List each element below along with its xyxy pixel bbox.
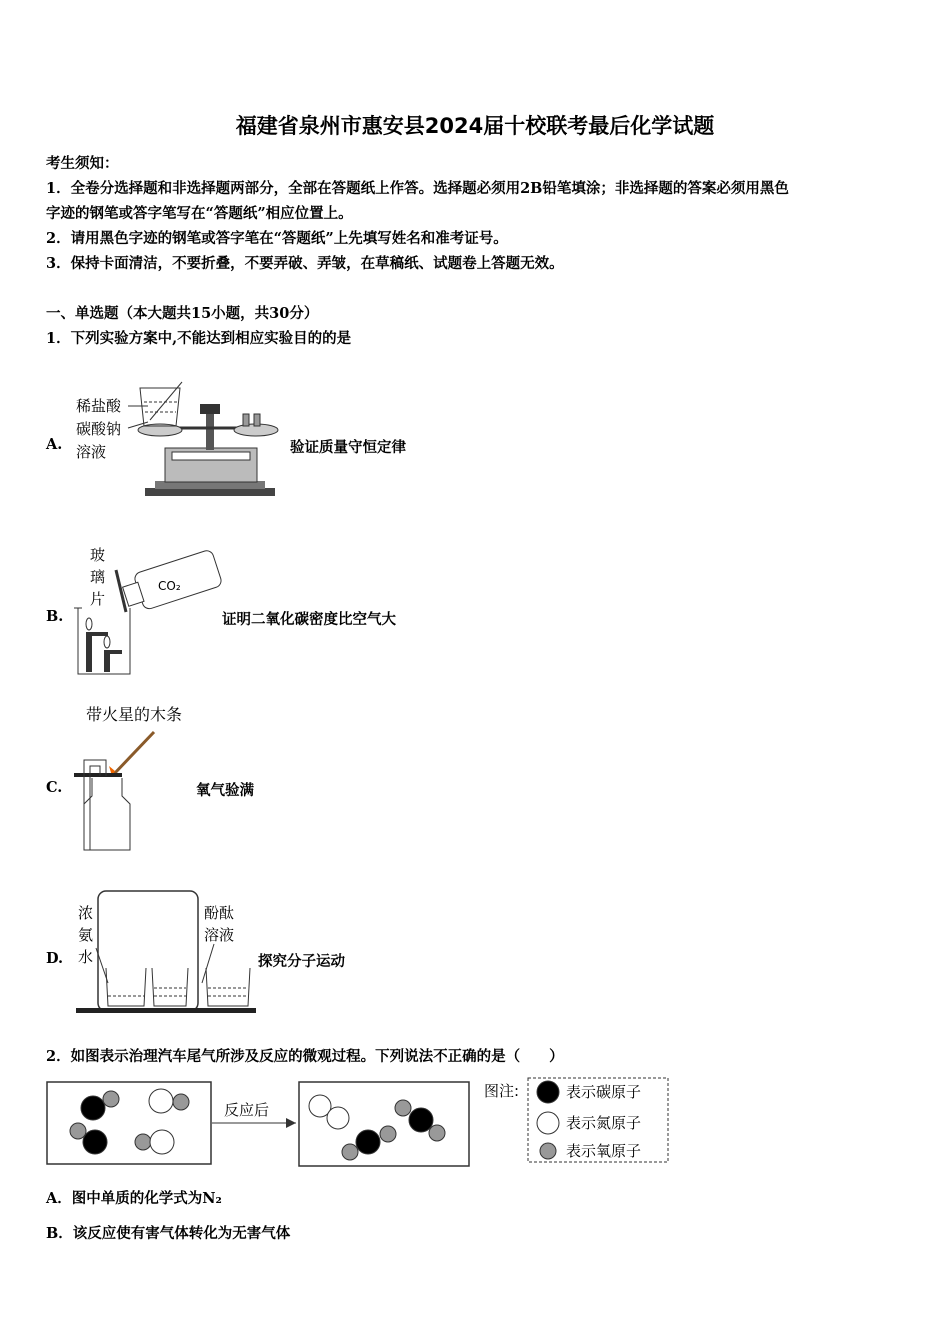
question-2-stem: 2．如图表示治理汽车尾气所涉及反应的微观过程。下列说法不正确的是（ ）	[46, 1048, 564, 1065]
option-c-label: C.	[46, 779, 63, 796]
q2-option-a: A．图中单质的化学式为N₂	[46, 1190, 222, 1207]
fig-d-right-1: 酚酞	[204, 904, 235, 922]
fig-d-left-3: 水	[78, 948, 94, 966]
notice-heading: 考生须知：	[46, 155, 119, 172]
legend-title: 图注:	[484, 1082, 520, 1100]
arrow-label: 反应后	[224, 1101, 270, 1119]
fig-c-caption: 带火星的木条	[86, 705, 183, 724]
ammonia-figure	[74, 888, 264, 1016]
legend-oxygen: 表示氧原子	[566, 1142, 642, 1160]
reaction-diagram	[46, 1076, 676, 1168]
fig-a-text-1: 稀盐酸	[76, 397, 122, 415]
page-title: 福建省泉州市惠安县2024届十校联考最后化学试题	[235, 114, 715, 138]
fig-a-text-2: 碳酸钠	[76, 420, 122, 438]
fig-d-left-1: 浓	[78, 904, 94, 922]
notice-line-1-cont: 字迹的钢笔或答字笔写在“答题纸”相应位置上。	[46, 205, 353, 222]
fig-a-text-3: 溶液	[76, 443, 107, 461]
fig-b-text-3: 片	[90, 590, 106, 608]
notice-line-1: 1．全卷分选择题和非选择题两部分，全部在答题纸上作答。选择题必须用2B铅笔填涂；非选择题的答案必须用黑色	[46, 180, 789, 197]
co2-figure	[70, 540, 230, 680]
option-a-label: A.	[46, 436, 63, 453]
legend-carbon: 表示碳原子	[566, 1083, 642, 1101]
notice-line-2: 2．请用黑色字迹的钢笔或答字笔在“答题纸”上先填写姓名和准考证号。	[46, 230, 508, 247]
option-a-text: 验证质量守恒定律	[290, 439, 406, 456]
option-b-text: 证明二氧化碳密度比空气大	[222, 611, 396, 628]
fig-b-text-1: 玻	[90, 546, 106, 564]
fig-d-left-2: 氨	[78, 926, 94, 944]
balance-figure	[70, 378, 290, 500]
option-c-text: 氧气验满	[196, 782, 254, 799]
option-d-label: D.	[46, 950, 64, 967]
fig-b-text-2: 璃	[90, 568, 106, 586]
option-d-text: 探究分子运动	[258, 953, 345, 970]
notice-line-3: 3．保持卡面清洁，不要折叠，不要弄破、弄皱，在草稿纸、试题卷上答题无效。	[46, 255, 564, 272]
question-1-stem: 1．下列实验方案中,不能达到相应实验目的的是	[46, 330, 352, 347]
fig-d-right-2: 溶液	[204, 926, 235, 944]
legend-nitrogen: 表示氮原子	[566, 1114, 642, 1132]
oxygen-test-figure	[74, 700, 214, 855]
option-b-label: B.	[46, 608, 64, 625]
q2-option-b: B．该反应使有害气体转化为无害气体	[46, 1225, 291, 1242]
fig-b-co2: CO₂	[158, 579, 181, 593]
section-heading: 一、单选题（本大题共15小题，共30分）	[46, 305, 319, 322]
